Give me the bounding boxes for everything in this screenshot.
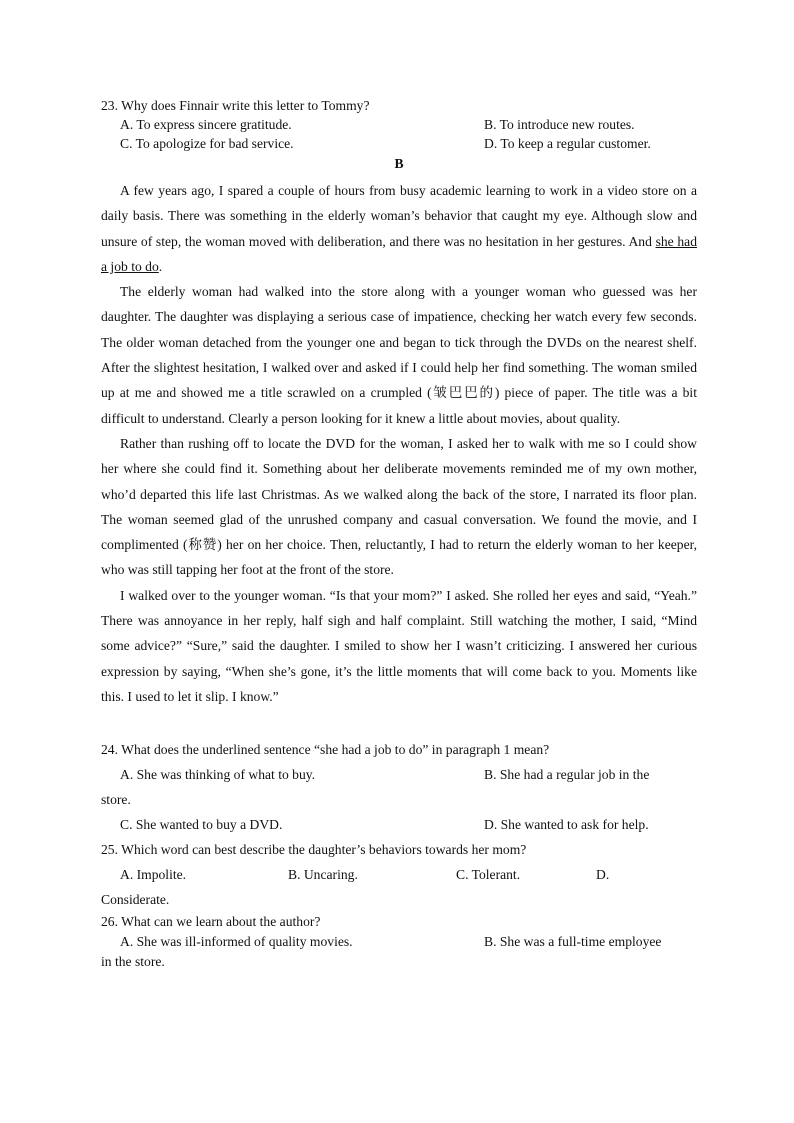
option-23-c: C. To apologize for bad service. [120, 136, 294, 151]
underlined-sentence: she had a job to do [101, 233, 697, 274]
paragraph-3: Rather than rushing off to locate the DVD for the woman, I asked her to walk with me so I could show her where she could find it. Something about her deliberate movements reminded me of my own mother, who’d departed this life last Christmas. As we walked along the back of the store, I narrated its floor plan. The woman seemed glad of the unrushed company and casual conversation. We found the movie, and I complimented (称赞) her on her choice. Then, reluctantly, I had to return the elderly woman to her keeper, who was still tapping her foot at the front of the store. [101, 435, 697, 578]
paragraph-4: I walked over to the younger woman. “Is that your mom?” I asked. She rolled her eyes and said, “Yeah.” There was annoyance in her reply, half sigh and half complaint. Still watching the mother, I said, “Mind some advice?” “Sure,” said the daughter. I smiled to show her I wasn’t criticizing. I answered her curious expression by saying, “When she’s gone, it’s the little moments that will come back to you. Moments like this. I used to let it slip. I know.” [101, 587, 697, 704]
option-23-b: B. To introduce new routes. [484, 117, 635, 132]
section-heading-b: B [394, 156, 404, 171]
question-23-stem: 23. Why does Finnair write this letter to Tommy? [101, 98, 370, 113]
option-25-b: B. Uncaring. [288, 867, 358, 883]
exam-page [101, 96, 697, 972]
question-25 [101, 837, 697, 912]
question-24 [101, 737, 697, 837]
option-24-a: A. She was thinking of what to buy. [120, 767, 316, 783]
question-23 [101, 96, 697, 153]
option-24-b: B. She had a regular job in the [484, 767, 650, 783]
question-26-stem: 26. What can we learn about the author? [101, 914, 321, 930]
question-26-options-row-1 [101, 932, 697, 952]
option-25-a: A. Impolite. [120, 867, 187, 883]
option-26-b-continuation: in the store. [101, 954, 165, 970]
question-24-stem: 24. What does the underlined sentence “she had a job to do” in paragraph 1 mean? [101, 742, 550, 758]
question-25-stem: 25. Which word can best describe the daughter’s behaviors towards her mom? [101, 842, 527, 858]
option-25-c: C. Tolerant. [456, 867, 521, 883]
option-26-b: B. She was a full-time employee [484, 934, 662, 950]
paragraph-1-end: . [158, 258, 163, 274]
question-23-options-row-1 [101, 115, 697, 134]
question-24-options-row-2 [101, 812, 697, 837]
option-26-a: A. She was ill-informed of quality movies. [120, 934, 353, 950]
question-23-options-row-2 [101, 134, 697, 153]
option-25-d: D. [596, 867, 610, 883]
paragraph-1-text: A few years ago, I spared a couple of hours from busy academic learning to work in a video store on a daily basis. There was something in the elderly woman’s behavior that caught my eye. Although slow and unsure of step, the woman moved with deliberation, and there was no hesitation in her gestures. And [101, 183, 697, 249]
reading-passage [101, 178, 697, 709]
option-25-d-continuation: Considerate. [101, 892, 170, 908]
option-24-d: D. She wanted to ask for help. [484, 817, 649, 833]
option-24-b-continuation: store. [101, 792, 131, 808]
option-23-a: A. To express sincere gratitude. [120, 117, 292, 132]
question-25-options [101, 862, 697, 887]
paragraph-1 [101, 178, 697, 279]
question-26 [101, 912, 697, 972]
option-23-d: D. To keep a regular customer. [484, 136, 651, 151]
paragraph-2: The elderly woman had walked into the store along with a younger woman who guessed was her daughter. The daughter was displaying a serious case of impatience, checking her watch every few seconds. The older woman detached from the younger one and began to tick through the DVDs on the nearest shelf. After the slightest hesitation, I walked over and asked if I could help her find something. The woman smiled up at me and showed me a title scrawled on a crumpled (皱巴巴的) piece of paper. The title was a bit difficult to understand. Clearly a person looking for it knew a little about movies, about quality. [101, 284, 697, 426]
question-24-options-row-1 [101, 762, 697, 787]
option-24-c: C. She wanted to buy a DVD. [120, 817, 283, 833]
